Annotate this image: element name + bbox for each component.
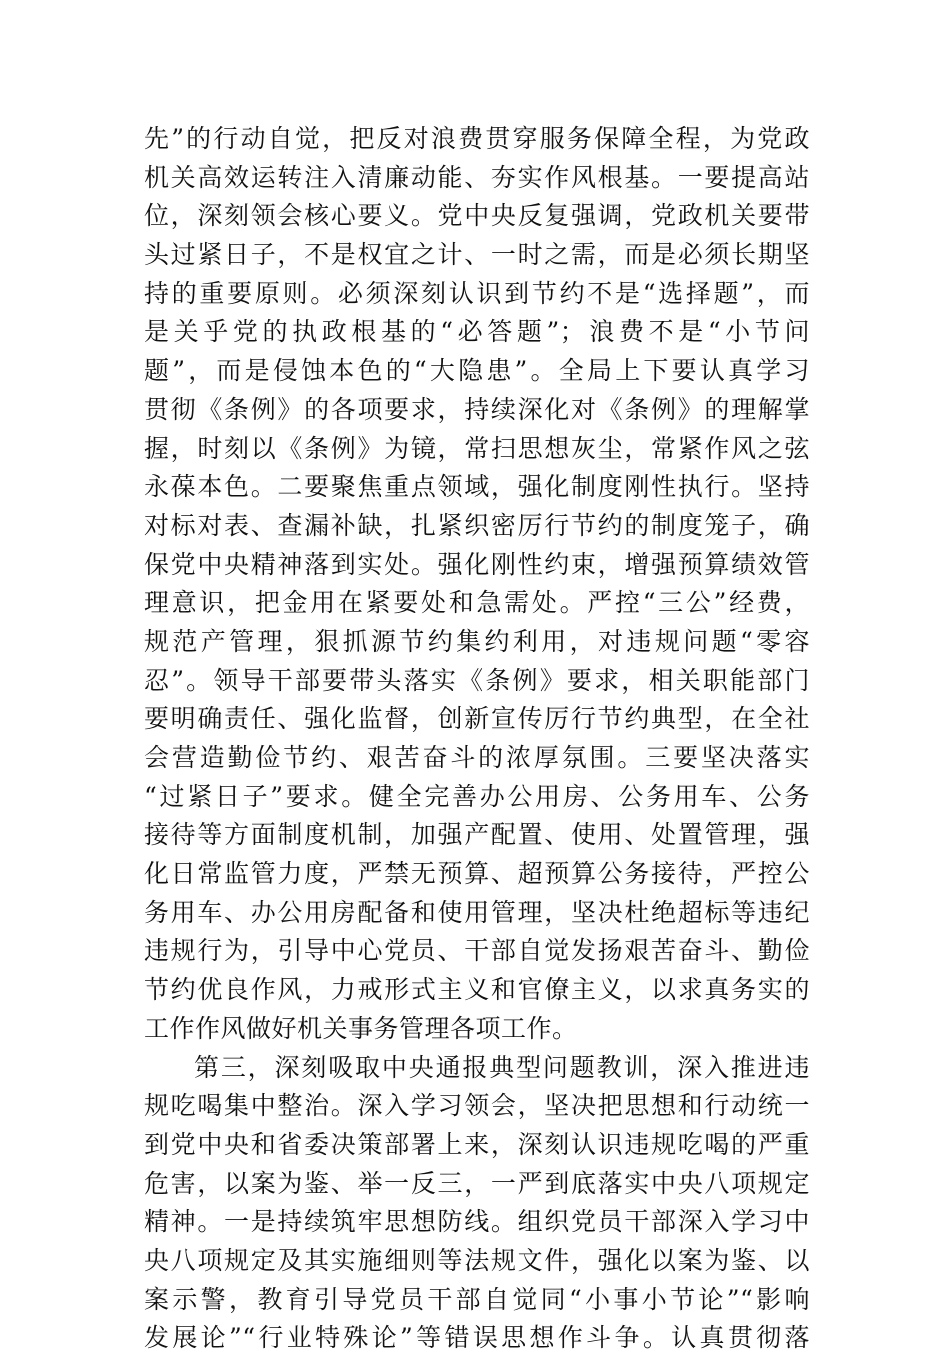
text-line: 务用车、办公用房配备和使用管理，坚决杜绝超标等违纪 [144,897,810,927]
text-line: 要明确责任、强化监督，创新宣传厉行节约典型，在全社 [144,704,810,734]
text-line: 到党中央和省委决策部署上来，深刻认识违规吃喝的严重 [144,1129,810,1159]
text-line: 持的重要原则。必须深刻认识到节约不是“选择题”，而 [144,278,810,308]
text-line: 危害，以案为鉴、举一反三，一严到底落实中央八项规定 [144,1168,810,1198]
text-line: 违规行为，引导中心党员、干部自觉发扬艰苦奋斗、勤俭 [144,936,810,966]
text-line: 机关高效运转注入清廉动能、夯实作风根基。一要提高站 [144,162,810,192]
text-line: 题”，而是侵蚀本色的“大隐患”。全局上下要认真学习 [144,356,810,386]
text-line: 永葆本色。二要聚焦重点领域，强化制度刚性执行。坚持 [144,472,810,502]
text-line: 化日常监管力度，严禁无预算、超预算公务接待，严控公 [144,859,810,889]
text-line: “过紧日子”要求。健全完善办公用房、公务用车、公务 [144,781,810,811]
text-line: 节约优良作风，力戒形式主义和官僚主义，以求真务实的 [144,975,810,1005]
text-line: 理意识，把金用在紧要处和急需处。严控“三公”经费， [144,588,810,618]
text-line: 保党中央精神落到实处。强化刚性约束，增强预算绩效管 [144,549,810,579]
text-line: 是关乎党的执政根基的“必答题”；浪费不是“小节问 [144,317,810,347]
text-line: 央八项规定及其实施细则等法规文件，强化以案为鉴、以 [144,1245,810,1275]
text-line: 忍”。领导干部要带头落实《条例》要求，相关职能部门 [144,665,810,695]
text-line: 精神。一是持续筑牢思想防线。组织党员干部深入学习中 [144,1207,810,1237]
text-line: 握，时刻以《条例》为镜，常扫思想灰尘，常紧作风之弦 [144,433,810,463]
text-line: 贯彻《条例》的各项要求，持续深化对《条例》的理解掌 [144,394,810,424]
text-line: 先”的行动自觉，把反对浪费贯穿服务保障全程，为党政 [144,124,810,153]
paragraph-start-line: 第三，深刻吸取中央通报典型问题教训，深入推进违 [194,1052,810,1082]
text-line: 发展论”“行业特殊论”等错误思想作斗争。认真贯彻落 [144,1323,810,1353]
text-line: 规吃喝集中整治。深入学习领会，坚决把思想和行动统一 [144,1091,810,1121]
text-line: 位，深刻领会核心要义。党中央反复强调，党政机关要带 [144,201,810,231]
text-line: 接待等方面制度机制，加强产配置、使用、处置管理，强 [144,820,810,850]
text-line: 头过紧日子，不是权宜之计、一时之需，而是必须长期坚 [144,240,810,270]
text-line: 会营造勤俭节约、艰苦奋斗的浓厚氛围。三要坚决落实 [144,743,810,772]
text-line: 对标对表、查漏补缺，扎紧织密厉行节约的制度笼子，确 [144,510,810,540]
text-line: 规范产管理，狠抓源节约集约利用，对违规问题“零容 [144,626,810,656]
body-text [144,120,810,1358]
text-line: 案示警，教育引导党员干部自觉同“小事小节论”“影响 [144,1284,810,1314]
paragraph-end-line: 工作作风做好机关事务管理各项工作。 [144,1013,578,1043]
